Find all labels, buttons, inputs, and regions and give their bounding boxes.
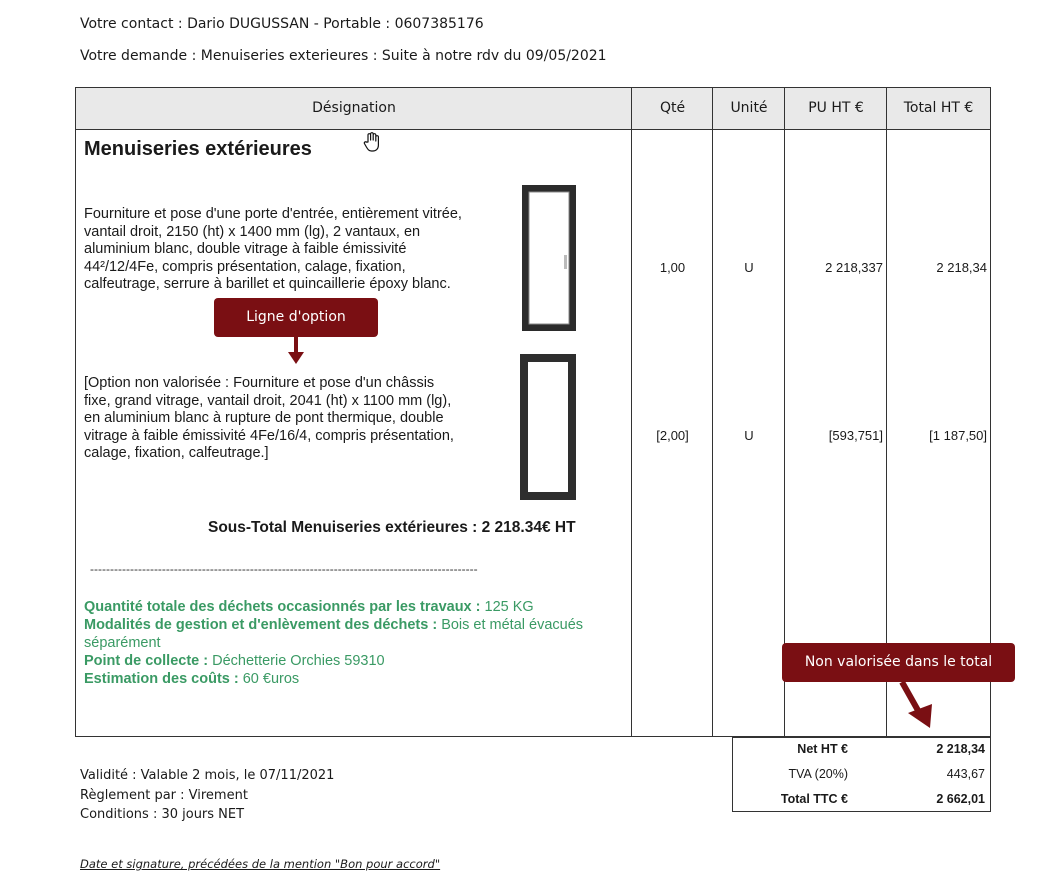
col-total: Total HT € xyxy=(903,100,974,116)
totals-box xyxy=(732,737,991,812)
col-unit-price: PU HT € xyxy=(808,100,864,116)
conditions-text: Conditions : 30 jours NET xyxy=(80,807,245,822)
row-unit: U xyxy=(744,428,754,443)
col-qty: Qté xyxy=(659,100,686,116)
net-value: 2 218,34 xyxy=(936,742,985,756)
arrow-diagonal-icon xyxy=(896,680,936,730)
ttc-row xyxy=(733,788,990,812)
row-total: [1 187,50] xyxy=(929,428,987,443)
waste-info xyxy=(84,598,584,688)
contact-line: Votre contact : Dario DUGUSSAN - Portable : 0607385176 xyxy=(80,16,484,32)
net-row xyxy=(733,738,990,762)
ttc-label: Total TTC € xyxy=(780,792,848,806)
row-unit-price: 2 218,337 xyxy=(825,260,883,275)
column-divider xyxy=(886,88,887,736)
waste-qty-value: 125 KG xyxy=(484,599,534,615)
quote-table xyxy=(75,87,991,737)
row-total: 2 218,34 xyxy=(936,260,987,275)
waste-cost-value: 60 €uros xyxy=(242,671,300,687)
waste-point-label: Point de collecte : xyxy=(84,653,209,669)
hand-cursor-icon xyxy=(361,131,383,153)
col-designation: Désignation xyxy=(312,100,396,116)
tva-value: 443,67 xyxy=(946,767,985,781)
row-qty: [2,00] xyxy=(656,428,689,443)
row-unit: U xyxy=(744,260,754,275)
ttc-value: 2 662,01 xyxy=(936,792,985,806)
row-description: [Option non valorisée : Fourniture et pose d'un châssis fixe, grand vitrage, vantail droit, 2041 (ht) x 1100 mm (lg), en aluminium blanc à rupture de pont thermique, double vitrage à faible émissivité 4Fe/16/4, compris présentation, calage, fixation, calfeutrage.] xyxy=(84,375,454,461)
waste-mgmt-value: Bois et métal évacués séparément xyxy=(84,617,584,651)
table-header xyxy=(76,88,990,130)
window-image xyxy=(518,352,578,502)
tva-row xyxy=(733,763,990,787)
separator-line: ------------------------------------------------------------------------------------------------- xyxy=(90,562,478,576)
section-subtotal: Sous-Total Menuiseries extérieures : 2 218.34€ HT xyxy=(208,519,576,536)
door-image xyxy=(520,183,578,333)
signature-mention: Date et signature, précédées de la mention "Bon pour accord" xyxy=(80,857,441,871)
net-label: Net HT € xyxy=(797,742,848,756)
row-qty: 1,00 xyxy=(659,260,686,275)
col-unit: Unité xyxy=(730,100,768,116)
request-line: Votre demande : Menuiseries exterieures : Suite à notre rdv du 09/05/2021 xyxy=(80,48,607,64)
row-description: Fourniture et pose d'une porte d'entrée, entièrement vitrée, vantail droit, 2150 (ht) x 1400 mm (lg), 2 vantaux, en aluminium blanc, double vitrage à faible émissivité 44²/12/4Fe, compris présentation, calage, fixation, calfeutrage, serrure à barillet et quincaillerie époxy blanc. xyxy=(84,206,462,292)
column-divider xyxy=(784,88,785,736)
option-line-callout: Ligne d'option xyxy=(214,298,378,337)
column-divider xyxy=(631,88,632,736)
section-title: Menuiseries extérieures xyxy=(84,138,312,160)
waste-qty-label: Quantité totale des déchets occasionnés par les travaux : xyxy=(84,599,481,615)
waste-mgmt-label: Modalités de gestion et d'enlèvement des déchets : xyxy=(84,617,438,633)
payment-text: Règlement par : Virement xyxy=(80,788,248,803)
row-unit-price: [593,751] xyxy=(828,428,883,443)
not-valued-callout: Non valorisée dans le total xyxy=(782,643,1015,682)
arrow-down-icon xyxy=(286,336,306,366)
column-divider xyxy=(712,88,713,736)
validity-text: Validité : Valable 2 mois, le 07/11/2021 xyxy=(80,768,335,783)
waste-cost-label: Estimation des coûts : xyxy=(84,671,239,687)
tva-label: TVA (20%) xyxy=(788,767,848,781)
waste-point-value: Déchetterie Orchies 59310 xyxy=(212,653,385,669)
